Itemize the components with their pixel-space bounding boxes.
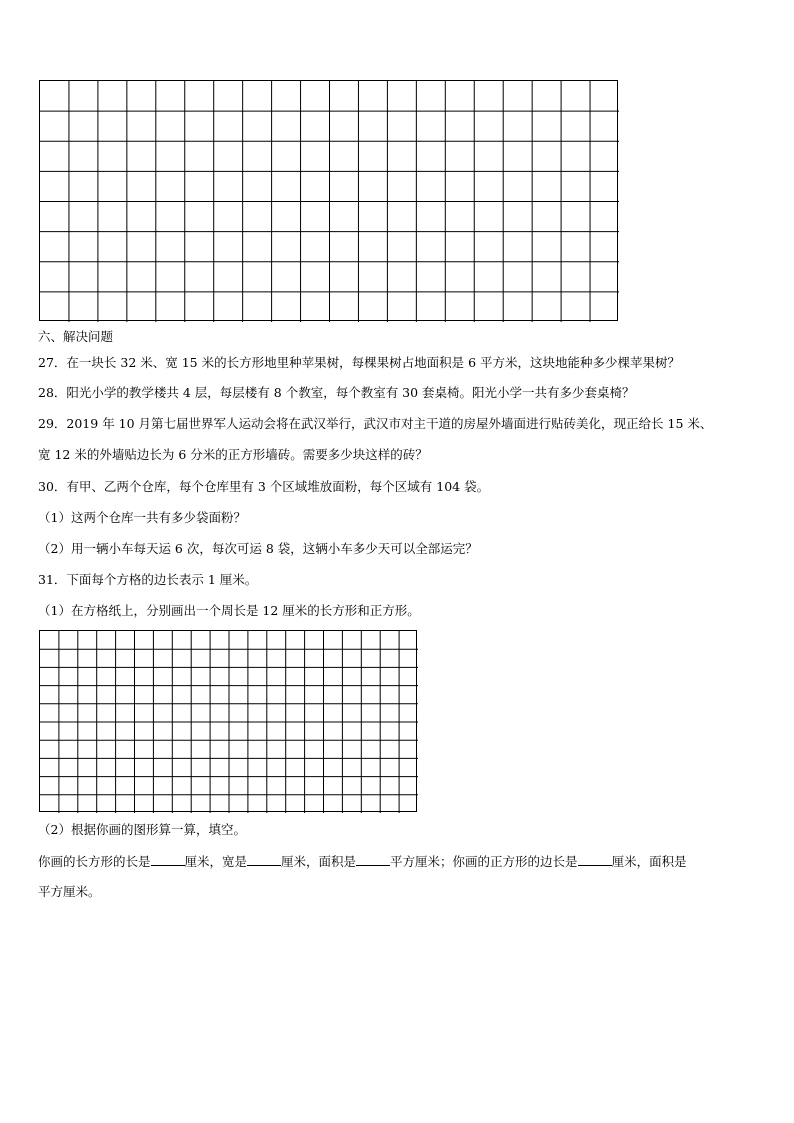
rect-length-blank[interactable] [151, 853, 185, 866]
question-30: 30．有甲、乙两个仓库，每个仓库里有 3 个区域堆放面粉，每个区域有 104 袋。 [38, 479, 490, 494]
fill-in-line [38, 853, 687, 870]
question-30-part1: （1）这两个仓库一共有多少袋面粉？ [38, 510, 246, 525]
question-29-line2: 宽 12 米的外墙贴边长为 6 分米的正方形墙砖。需要多少块这样的砖？ [38, 447, 428, 462]
fill-text-3: 厘米，面积是 [281, 854, 357, 869]
fill-text-6: 平方厘米。 [38, 884, 101, 899]
grid-bottom [39, 630, 417, 812]
fill-in-line-2 [38, 884, 101, 900]
section-heading: 六、解决问题 [38, 329, 114, 344]
grid-top [39, 80, 618, 321]
question-31: 31．下面每个方格的边长表示 1 厘米。 [38, 572, 258, 587]
square-side-blank[interactable] [578, 853, 612, 866]
question-28: 28．阳光小学的教学楼共 4 层，每层楼有 8 个教室，每个教室有 30 套桌椅。阳光小学一共有多少套桌椅？ [38, 385, 635, 400]
fill-text-1: 你画的长方形的长是 [38, 854, 151, 869]
question-27: 27．在一块长 32 米、宽 15 米的长方形地里种苹果树，每棵果树占地面积是 6 平方米，这块地能种多少棵苹果树？ [38, 355, 681, 370]
question-31-part2: （2）根据你画的图形算一算，填空。 [38, 822, 246, 837]
question-31-part1: （1）在方格纸上，分别画出一个周长是 12 厘米的长方形和正方形。 [38, 603, 420, 618]
rect-area-blank[interactable] [356, 853, 390, 866]
fill-text-4: 平方厘米；你画的正方形的边长是 [390, 854, 578, 869]
grid-bottom-lines [40, 631, 418, 813]
fill-text-2: 厘米，宽是 [184, 854, 248, 869]
fill-text-5: 厘米，面积是 [611, 854, 687, 869]
question-29-line1: 29．2019 年 10 月第七届世界军人运动会将在武汉举行，武汉市对主干道的房屋外墙面进行贴砖美化，现正给长 15 米、 [38, 416, 713, 431]
rect-width-blank[interactable] [247, 853, 281, 866]
question-30-part2: （2）用一辆小车每天运 6 次，每次可运 8 袋，这辆小车多少天可以全部运完？ [38, 541, 478, 556]
grid-top-lines [40, 81, 619, 322]
